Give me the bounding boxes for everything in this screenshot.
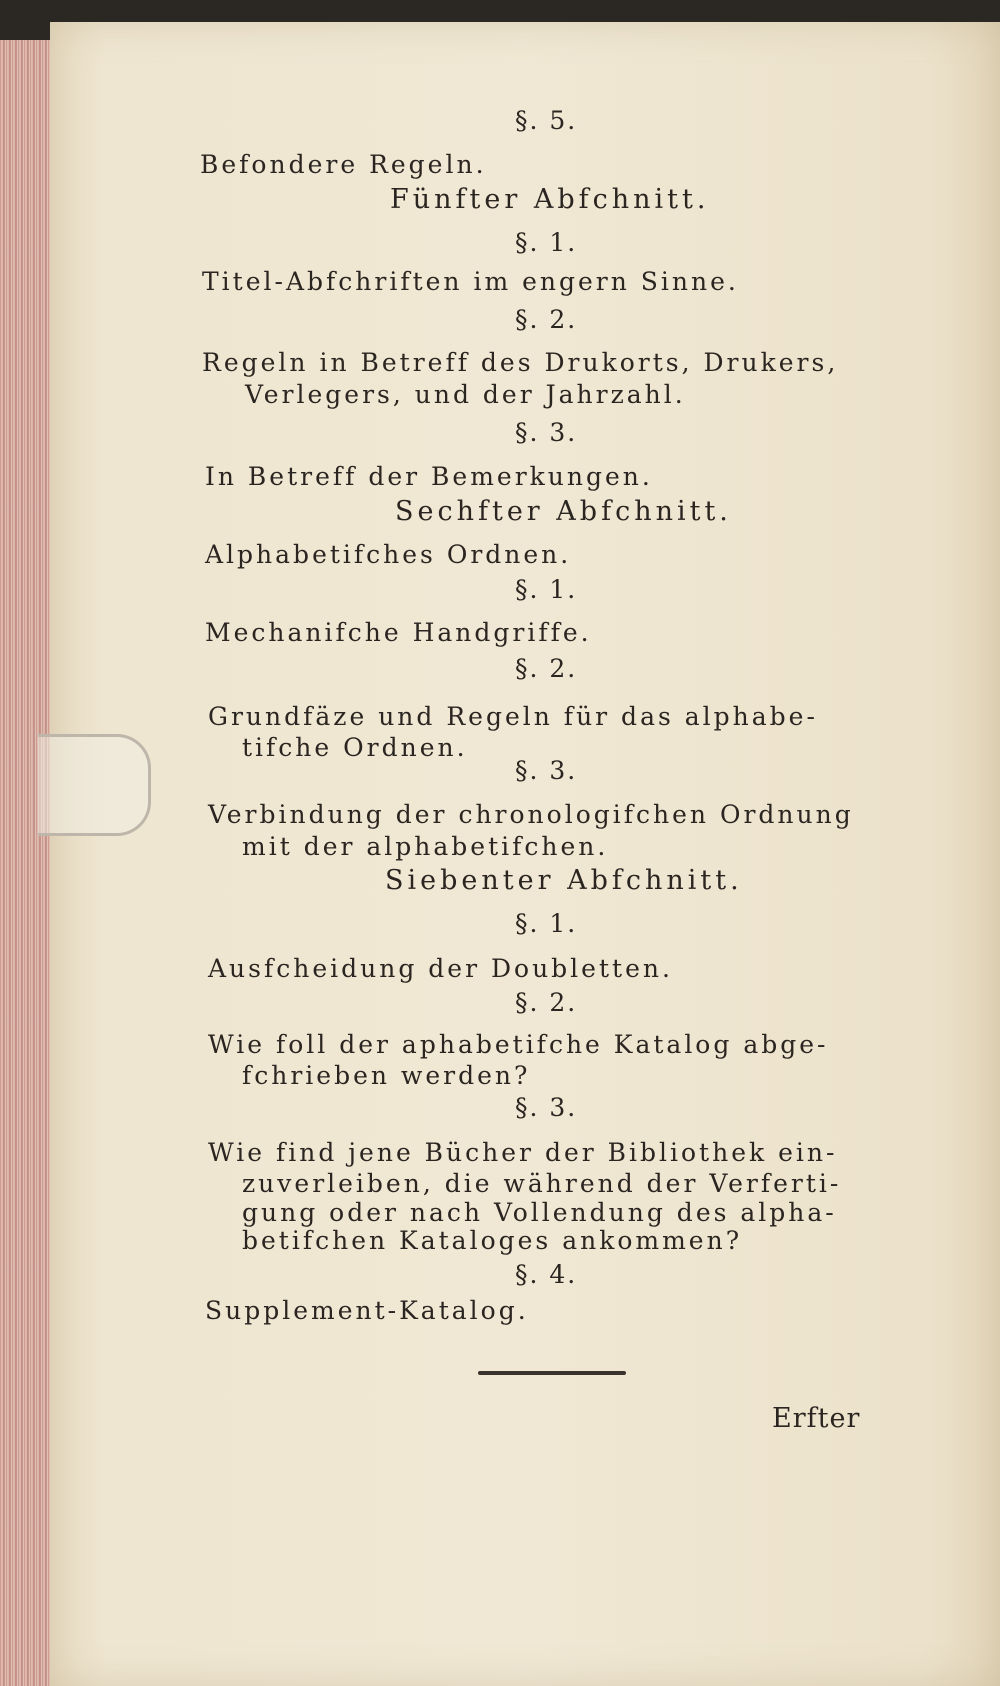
toc-entry-continuation: Verlegers, und der Jahrzahl. <box>245 380 686 409</box>
toc-entry-continuation: tifche Ordnen. <box>242 733 468 762</box>
section-mark: §. 5. <box>515 106 578 135</box>
toc-entry-continuation: fchrieben werden? <box>242 1061 531 1090</box>
toc-entry: Befondere Regeln. <box>200 150 487 179</box>
toc-entry: Alphabetifches Ordnen. <box>205 540 572 569</box>
chapter-heading: Siebenter Abfchnitt. <box>385 865 743 896</box>
toc-entry: Supplement-Katalog. <box>205 1296 529 1325</box>
toc-entry: Wie find jene Bücher der Bibliothek ein- <box>208 1138 838 1167</box>
section-mark: §. 2. <box>515 654 578 683</box>
toc-entry-continuation: betifchen Kataloges ankommen? <box>242 1226 743 1255</box>
section-mark: §. 3. <box>515 418 578 447</box>
page-text <box>50 22 1000 1686</box>
toc-entry: Mechanifche Handgriffe. <box>205 618 592 647</box>
toc-entry-continuation: mit der alphabetifchen. <box>242 832 609 861</box>
toc-entry: Grundfäze und Regeln für das alphabe- <box>208 702 818 731</box>
toc-entry: Regeln in Betreff des Drukorts, Drukers, <box>202 348 839 377</box>
divider-rule <box>478 1371 626 1375</box>
chapter-heading: Fünfter Abfchnitt. <box>390 184 710 215</box>
book-page <box>50 22 1000 1686</box>
section-mark: §. 4. <box>515 1260 578 1289</box>
section-mark: §. 3. <box>515 1093 578 1122</box>
toc-entry: In Betreff der Bemerkungen. <box>205 462 653 491</box>
toc-entry: Titel-Abfchriften im engern Sinne. <box>202 267 739 296</box>
toc-entry-continuation: gung oder nach Vollendung des alpha- <box>242 1198 837 1227</box>
section-mark: §. 3. <box>515 756 578 785</box>
section-mark: §. 1. <box>515 575 578 604</box>
toc-entry-continuation: zuverleiben, die während der Verferti- <box>242 1169 842 1198</box>
toc-entry: Wie foll der aphabetifche Katalog abge- <box>208 1030 829 1059</box>
section-mark: §. 1. <box>515 909 578 938</box>
section-mark: §. 1. <box>515 228 578 257</box>
catchword: Erfter <box>772 1403 861 1434</box>
toc-entry: Ausfcheidung der Doubletten. <box>208 954 673 983</box>
section-mark: §. 2. <box>515 988 578 1017</box>
chapter-heading: Sechfter Abfchnitt. <box>395 496 732 527</box>
toc-entry: Verbindung der chronologifchen Ordnung <box>208 800 854 829</box>
section-mark: §. 2. <box>515 305 578 334</box>
